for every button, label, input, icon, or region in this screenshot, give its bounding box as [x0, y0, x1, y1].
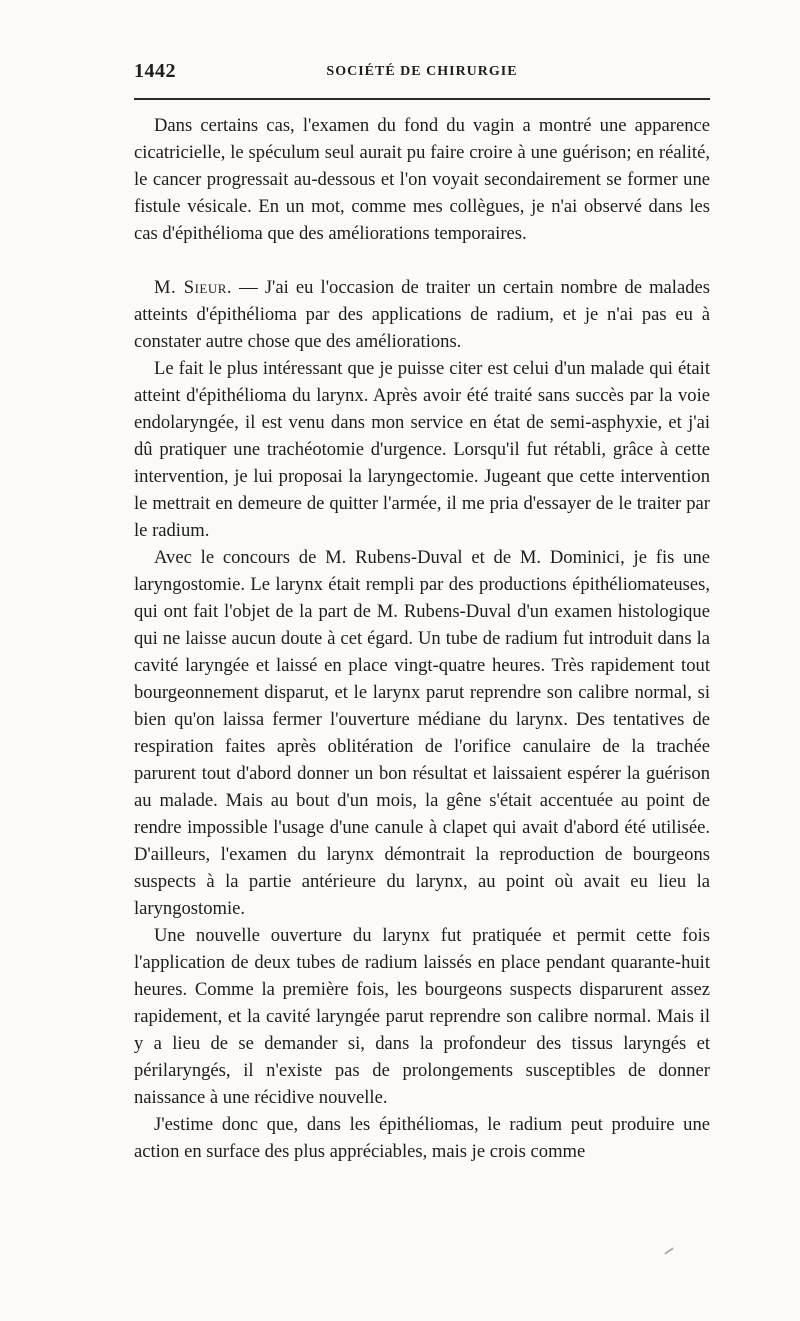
paragraph-5: Une nouvelle ouverture du larynx fut pratiquée et permit cette fois l'application de deux tubes de radium laissés en place pendant quarante-huit heures. Comme la première fois, les bourgeons suspects disparurent assez rapidement, et la cavité laryngée parut reprendre son calibre normal. Mais il y a lieu de se demander si, dans la profondeur des tissus laryngés et périlaryngés, il n'existe pas de prolongements susceptibles de donner naissance à une récidive nouvelle. — [134, 925, 710, 1108]
running-title: SOCIÉTÉ DE CHIRURGIE — [326, 64, 518, 79]
running-head — [134, 58, 710, 88]
page-number: 1442 — [134, 60, 176, 82]
paragraph-1: Dans certains cas, l'examen du fond du vagin a montré une apparence cicatricielle, le spéculum seul aurait pu faire croire à une guérison; en réalité, le cancer progressait au-dessous et l'on voyait secondairement se former une fistule vésicale. En un mot, comme mes collègues, je n'ai observé dans les cas d'épithélioma que des améliorations temporaires. — [134, 115, 710, 244]
paragraph-6: J'estime donc que, dans les épithéliomas, le radium peut produire une action en surface des plus appréciables, mais je crois comme — [134, 1114, 710, 1162]
header-rule — [134, 98, 710, 100]
paragraph-4: Avec le concours de M. Rubens-Duval et de M. Dominici, je fis une laryngostomie. Le larynx était rempli par des productions épithéliomateuses, qui ont fait l'objet de la part de M. Rubens-Duval d'un examen histologique qui ne laisse aucun doute à cet égard. Un tube de radium fut introduit dans la cavité laryngée et laissé en place vingt-quatre heures. Très rapidement tout bourgeonnement disparut, et le larynx parut reprendre son calibre normal, si bien qu'on laissa fermer l'ouverture médiane du larynx. Des tentatives de respiration faites après oblitération de l'orifice canulaire de la trachée parurent tout d'abord donner un bon résultat et laissaient espérer la guérison au malade. Mais au bout d'un mois, la gêne s'était accentuée au point de rendre impossible l'usage d'une canule à clapet qui avait d'abord été utilisée. D'ailleurs, l'examen du larynx démontrait la reproduction de bourgeons suspects à la partie antérieure du larynx, au point où avait eu lieu la laryngostomie. — [134, 547, 710, 919]
body-text — [134, 112, 710, 1165]
paragraph-2 — [134, 274, 710, 355]
speaker-name: M. Sieur. — [154, 277, 233, 298]
stray-ink-mark — [664, 1247, 673, 1254]
paragraph-2-text: — J'ai eu l'occasion de traiter un certain nombre de malades atteints d'épithélioma par des applications de radium, et je n'ai pas eu à constater autre chose que des améliorations. — [134, 277, 710, 352]
paragraph-3: Le fait le plus intéressant que je puisse citer est celui d'un malade qui était atteint d'épithélioma du larynx. Après avoir été traité sans succès par la voie endolaryngée, il est venu dans mon service en état de semi-asphyxie, et j'ai dû pratiquer une trachéotomie d'urgence. Lorsqu'il fut rétabli, grâce à cette intervention, je lui proposai la laryngectomie. Jugeant que cette intervention le mettrait en demeure de quitter l'armée, il me pria d'essayer de le traiter par le radium. — [134, 358, 710, 541]
